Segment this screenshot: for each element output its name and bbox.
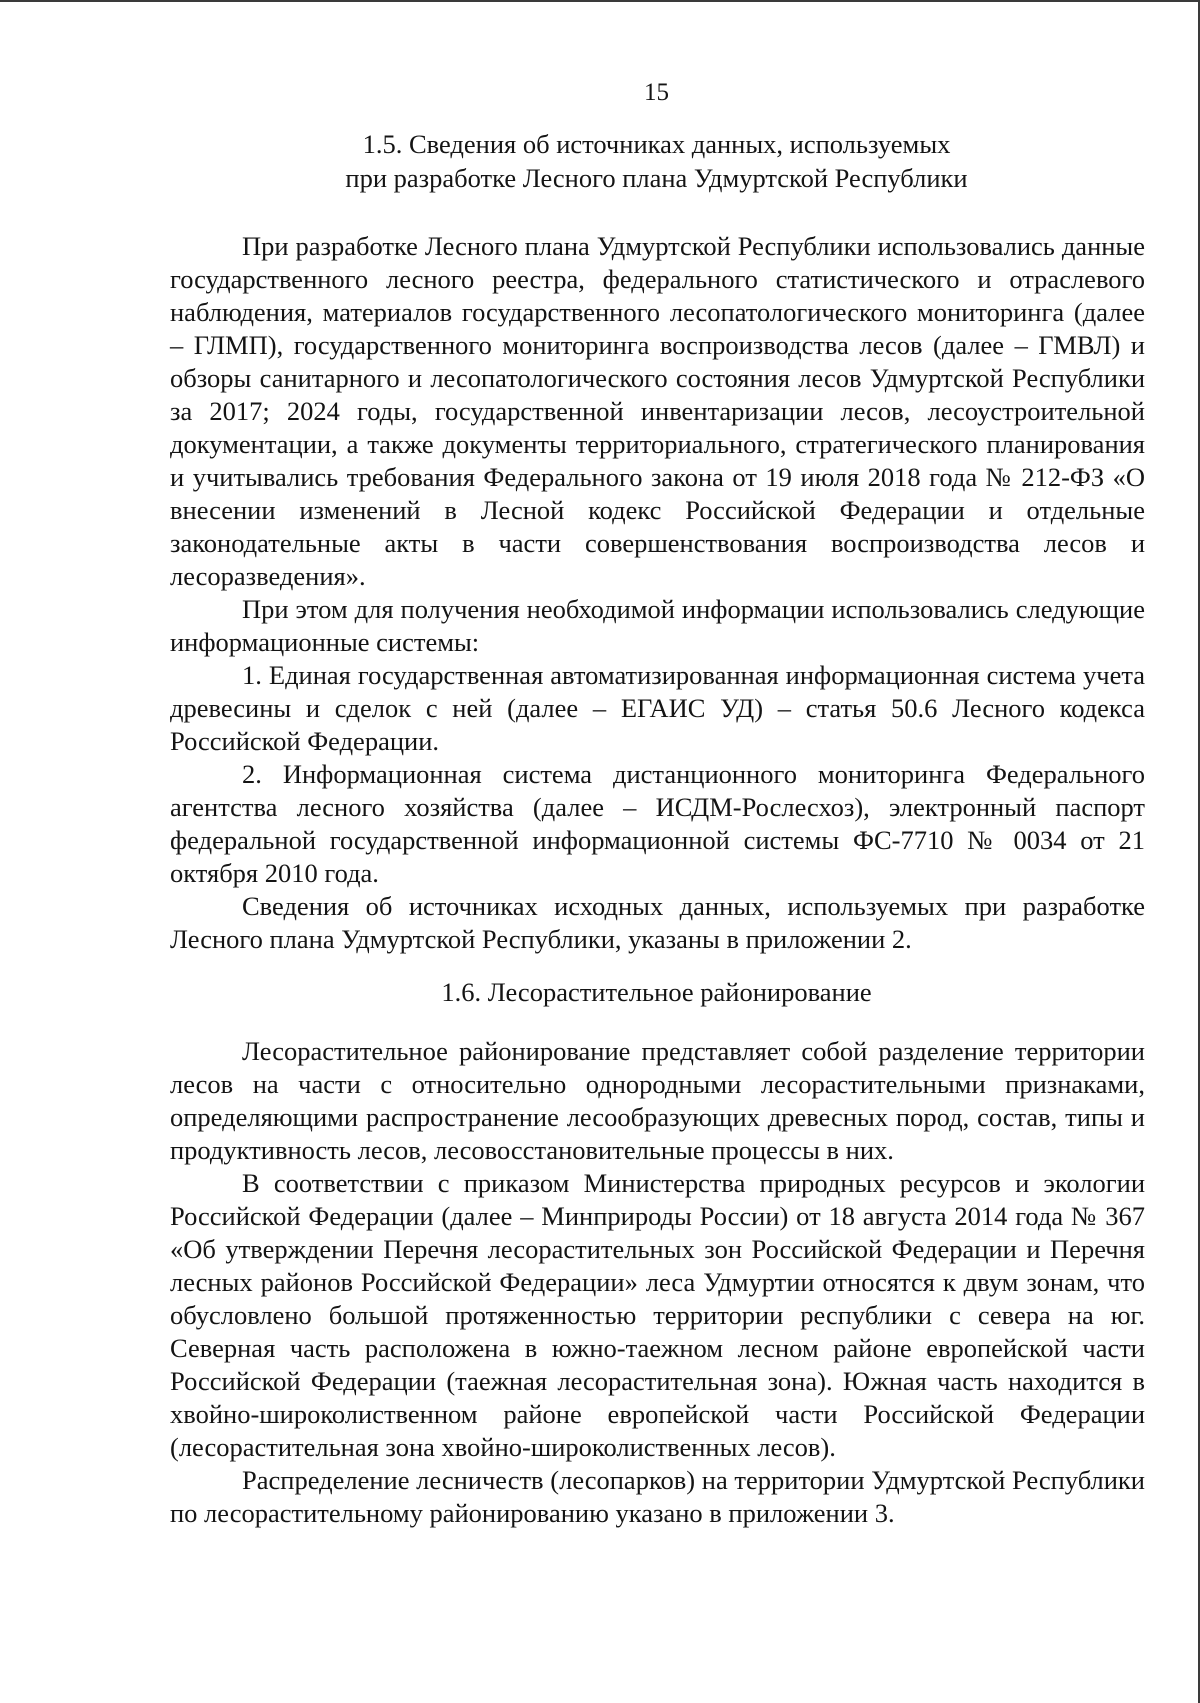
section-heading-line-2: при разработке Лесного плана Удмуртской Республики <box>345 163 968 193</box>
paragraph: Распределение лесничеств (лесопарков) на территории Удмуртской Республики по лесорастительному районированию указано в приложении 3. <box>170 1465 1145 1528</box>
section-heading-1-5 <box>168 127 1145 195</box>
page-number: 15 <box>644 79 669 106</box>
section-heading-line-1: 1.5. Сведения об источниках данных, используемых <box>362 129 951 159</box>
section-body-1-6 <box>170 1035 1145 1530</box>
list-item: 2. Информационная система дистанционного мониторинга Федерального агентства лесного хозяйства (далее – ИСДМ-Рослесхоз), электронный паспорт федеральной государственной информационной системы ФС-7710 № 0034 от 21 октября 2010 года. <box>170 759 1145 888</box>
paragraph: В соответствии с приказом Министерства природных ресурсов и экологии Российской Федерации (далее – Минприроды России) от 18 августа 2014 года № 367 «Об утверждении Перечня лесорастительных зон Российской Федерации и Перечня лесных районов Российской Федерации» леса Удмуртии относятся к двум зонам, что обусловлено большой протяженностью территории республики с севера на юг. Северная часть расположена в южно-таежном лесном районе европейской части Российской Федерации (таежная лесорастительная зона). Южная часть находится в хвойно-широколиственном районе европейской части Российской Федерации (лесорастительная зона хвойно-широколиственных лесов). <box>170 1168 1145 1462</box>
section-body-1-5 <box>170 230 1145 956</box>
section-heading-1-6: 1.6. Лесорастительное районирование <box>441 977 872 1007</box>
paragraph: Лесорастительное районирование представляет собой разделение территории лесов на части с относительно однородными лесорастительными признаками, определяющими распространение лесообразующих древесных пород, состав, типы и продуктивность лесов, лесовосстановительные процессы в них. <box>170 1036 1145 1165</box>
paragraph: При разработке Лесного плана Удмуртской Республики использовались данные государственного лесного реестра, федерального статистического и отраслевого наблюдения, материалов государственного лесопатологического мониторинга (далее – ГЛМП), государственного мониторинга воспроизводства лесов (далее – ГМВЛ) и обзоры санитарного и лесопатологического состояния лесов Удмуртской Республики за 2017; 2024 годы, государственной инвентаризации лесов, лесоустроительной документации, а также документы территориального, стратегического планирования и учитывались требования Федерального закона от 19 июля 2018 года № 212-ФЗ «О внесении изменений в Лесной кодекс Российской Федерации и отдельные законодательные акты в части совершенствования воспроизводства лесов и лесоразведения». <box>170 231 1145 591</box>
paragraph: Сведения об источниках исходных данных, используемых при разработке Лесного плана Удмуртской Республики, указаны в приложении 2. <box>170 891 1145 954</box>
scan-edge-top <box>0 0 1200 2</box>
paragraph: При этом для получения необходимой информации использовались следующие информационные системы: <box>170 594 1145 657</box>
list-item: 1. Единая государственная автоматизированная информационная система учета древесины и сделок с ней (далее – ЕГАИС УД) – статья 50.6 Лесного кодекса Российской Федерации. <box>170 660 1145 756</box>
